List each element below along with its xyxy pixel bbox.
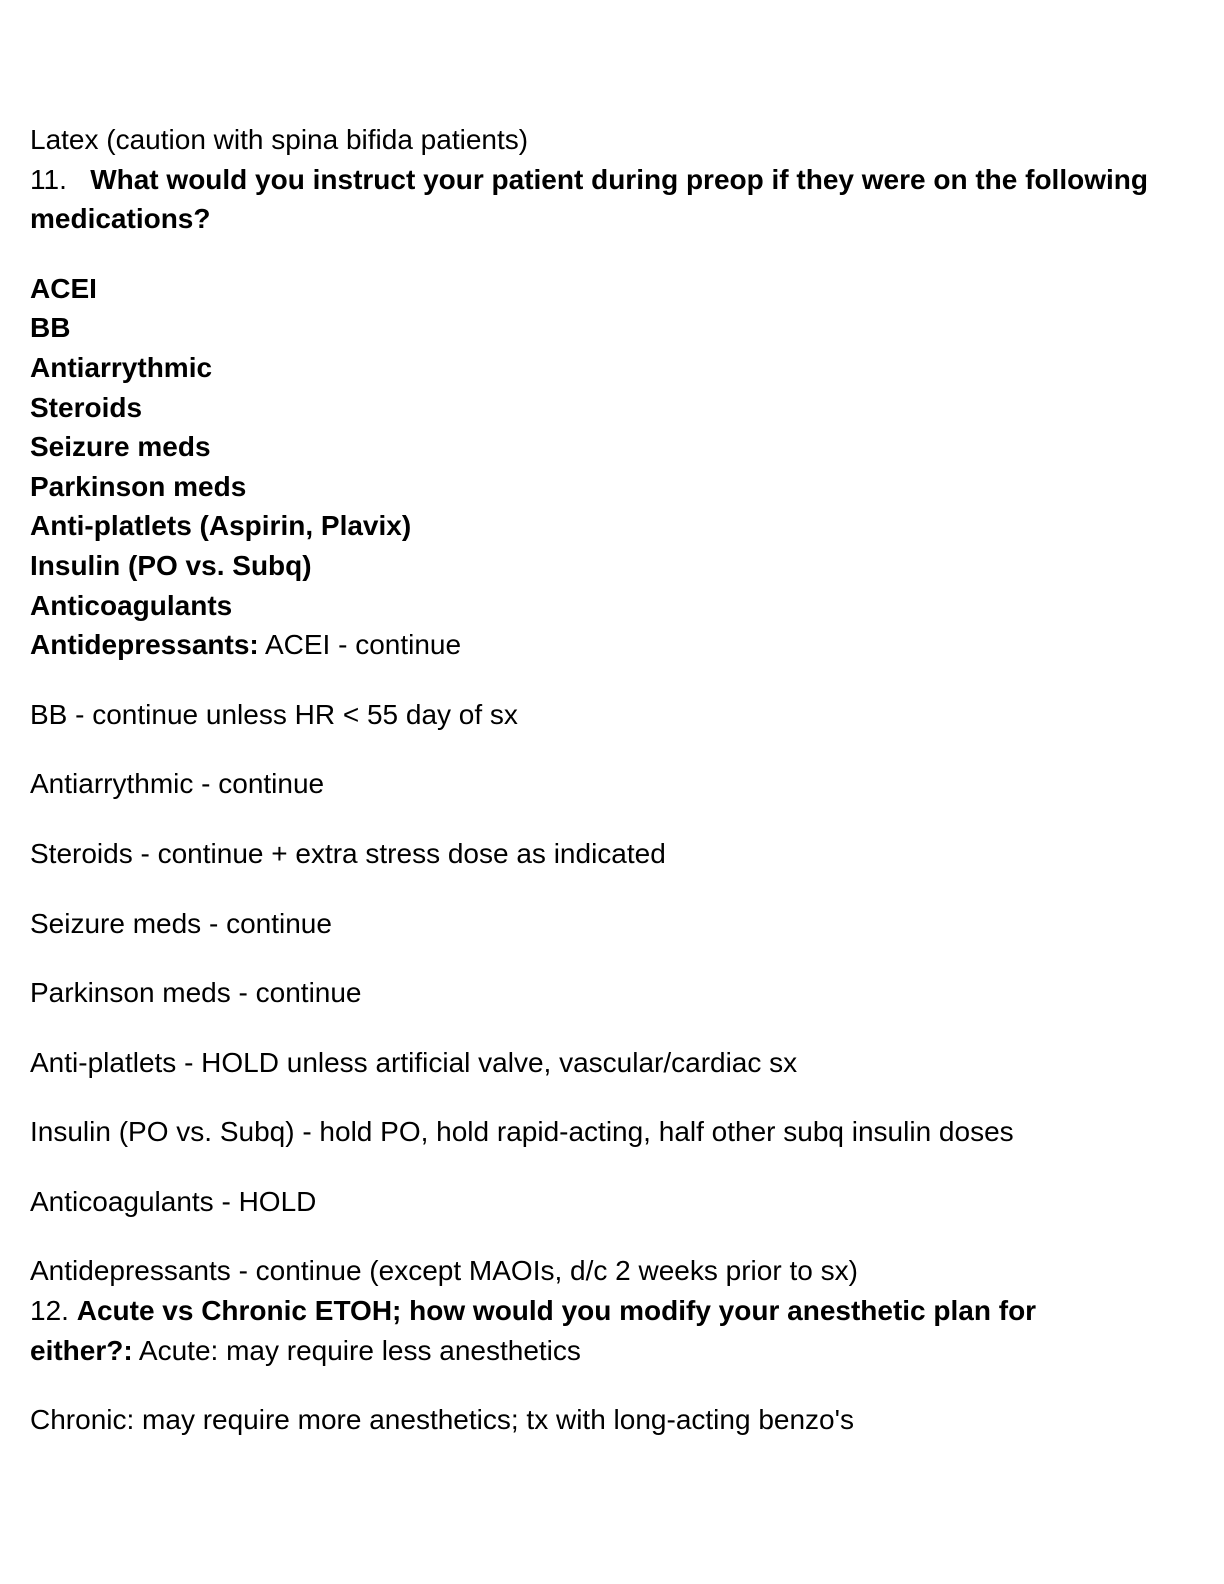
answer-item: Steroids - continue + extra stress dose as indicated bbox=[30, 837, 666, 869]
first-answer: ACEI - continue bbox=[264, 629, 462, 661]
answer-item: Anti-platlets - HOLD unless artificial valve, vascular/cardiac sx bbox=[30, 1046, 798, 1078]
spacer bbox=[30, 1152, 1200, 1182]
medication-item: BB bbox=[30, 312, 71, 344]
question-12 bbox=[30, 1291, 1200, 1440]
medication-item: ACEI bbox=[30, 272, 97, 304]
spacer bbox=[30, 1221, 1200, 1251]
spacer bbox=[30, 1082, 1200, 1112]
last-medication-label: Antidepressants: bbox=[30, 629, 259, 661]
question-12-heading bbox=[30, 1291, 1200, 1331]
question-11-number: 11. bbox=[30, 163, 67, 195]
medication-item: Anticoagulants bbox=[30, 589, 233, 621]
question-11-heading bbox=[30, 160, 1200, 239]
question-12-text-line2: either?: bbox=[30, 1334, 133, 1366]
question-11-text: What would you instruct your patient during preop if they were on the following medications? bbox=[30, 163, 1148, 235]
spacer bbox=[30, 943, 1200, 973]
spacer bbox=[30, 734, 1200, 764]
medication-item: Steroids bbox=[30, 391, 143, 423]
chronic-answer: Chronic: may require more anesthetics; tx with long-acting benzo's bbox=[30, 1404, 854, 1436]
question-12-number: 12. bbox=[30, 1295, 69, 1327]
answer-item: Antidepressants - continue (except MAOIs, d/c 2 weeks prior to sx) bbox=[30, 1255, 858, 1287]
medication-item: Insulin (PO vs. Subq) bbox=[30, 549, 312, 581]
medication-item: Seizure meds bbox=[30, 431, 211, 463]
question-12-text-line1: Acute vs Chronic ETOH; how would you modify your anesthetic plan for bbox=[76, 1295, 1037, 1327]
medication-item: Antiarrythmic bbox=[30, 351, 213, 383]
spacer bbox=[30, 804, 1200, 834]
medication-item-last bbox=[30, 625, 1200, 665]
answer-item: Anticoagulants - HOLD bbox=[30, 1185, 317, 1217]
medication-list bbox=[30, 269, 1200, 665]
medication-item: Parkinson meds bbox=[30, 470, 247, 502]
medication-item: Anti-platlets (Aspirin, Plavix) bbox=[30, 510, 412, 542]
answer-item: Insulin (PO vs. Subq) - hold PO, hold rapid-acting, half other subq insulin doses bbox=[30, 1116, 1014, 1148]
question-12-heading-cont bbox=[30, 1331, 1200, 1371]
answer-item: Seizure meds - continue bbox=[30, 907, 332, 939]
answer-item: Antiarrythmic - continue bbox=[30, 768, 325, 800]
spacer bbox=[30, 874, 1200, 904]
answer-item: BB - continue unless HR < 55 day of sx bbox=[30, 698, 518, 730]
document-page bbox=[30, 120, 1200, 1440]
answer-list bbox=[30, 665, 1200, 1291]
intro-line: Latex (caution with spina bifida patients) bbox=[30, 124, 529, 155]
question-11 bbox=[30, 160, 1200, 239]
spacer bbox=[30, 1370, 1200, 1400]
spacer bbox=[30, 239, 1200, 269]
answer-item: Parkinson meds - continue bbox=[30, 977, 362, 1009]
spacer bbox=[30, 1013, 1200, 1043]
spacer bbox=[30, 665, 1200, 695]
acute-answer: Acute: may require less anesthetics bbox=[138, 1334, 581, 1366]
